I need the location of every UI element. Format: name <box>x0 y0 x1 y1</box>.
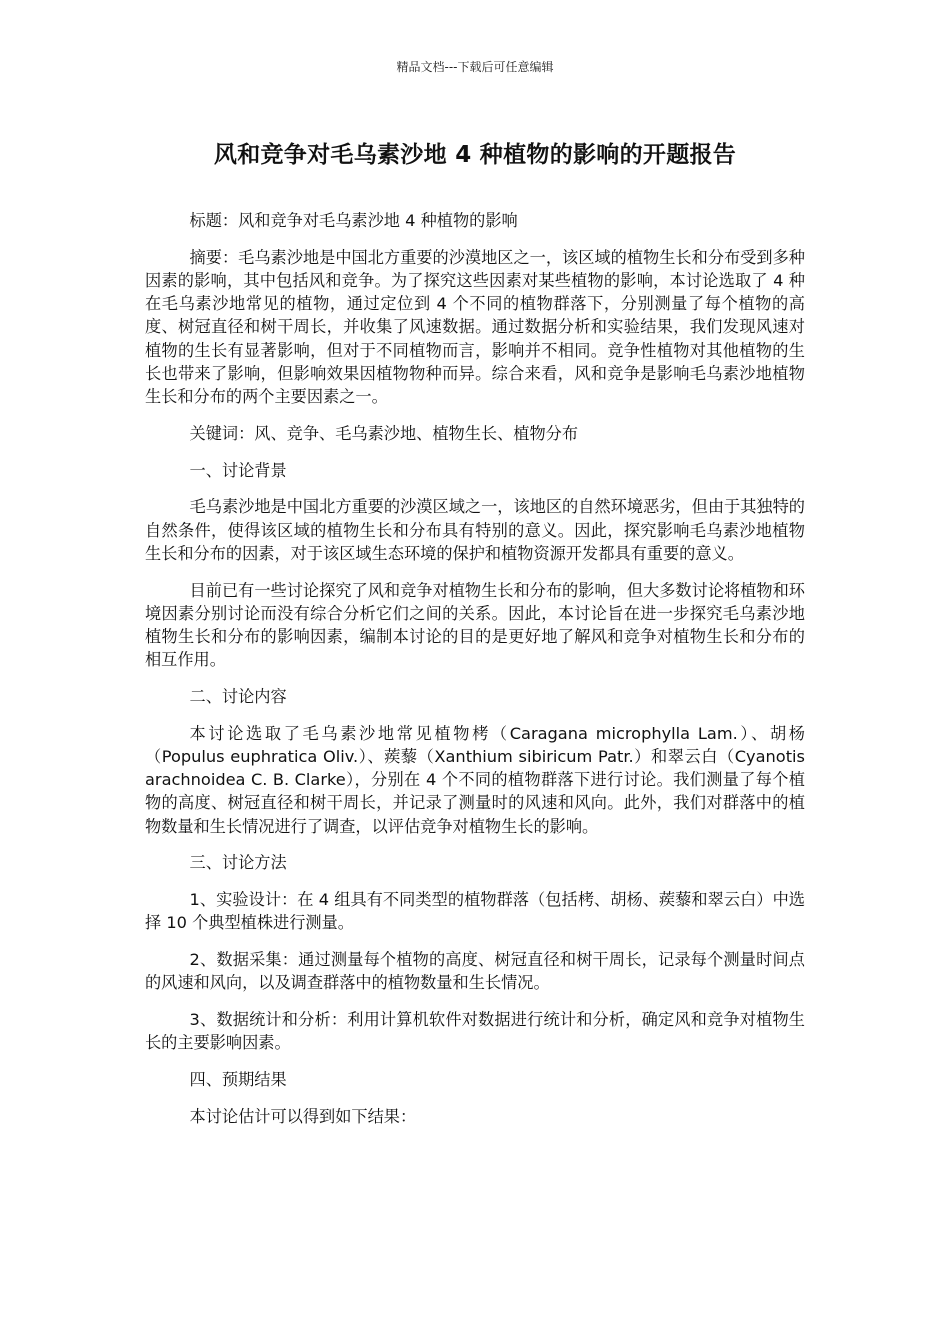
abstract-paragraph: 摘要：毛乌素沙地是中国北方重要的沙漠地区之一，该区域的植物生长和分布受到多种因素的影响，其中包括风和竞争。为了探究这些因素对某些植物的影响，本讨论选取了 4 种在毛乌素沙地常见的植物，通过定位到 4 个不同的植物群落下，分别测量了每个植物的高度、树冠直径和树干周长，并收集了风速数据。通过数据分析和实验结果，我们发现风速对植物的生长有显著影响，但对于不同植物而言，影响并不相同。竞争性植物对其他植物的生长也带来了影响，但影响效果因植物物种而异。综合来看，风和竞争是影响毛乌素沙地植物生长和分布的两个主要因素之一。 <box>145 247 805 407</box>
subject-line: 标题：风和竞争对毛乌素沙地 4 种植物的影响 <box>189 211 518 230</box>
document-body <box>145 209 805 1142</box>
section-heading-background: 一、讨论背景 <box>189 460 287 480</box>
keywords-line: 关键词：风、竞争、毛乌素沙地、植物生长、植物分布 <box>189 423 579 443</box>
document-title: 风和竞争对毛乌素沙地 4 种植物的影响的开题报告 <box>213 142 737 168</box>
header-note: 精品文档---下载后可任意编辑 <box>396 60 554 74</box>
section-heading-methods: 三、讨论方法 <box>189 853 287 873</box>
method-item-1: 1、实验设计：在 4 组具有不同类型的植物群落（包括栲、胡杨、蒺藜和翠云白）中选择 10 个典型植株进行测量。 <box>145 890 805 933</box>
expected-results-intro: 本讨论估计可以得到如下结果： <box>189 1107 417 1127</box>
method-item-3: 3、数据统计和分析：利用计算机软件对数据进行统计和分析，确定风和竞争对植物生长的主要影响因素。 <box>145 1010 805 1053</box>
background-paragraph-1: 毛乌素沙地是中国北方重要的沙漠区域之一，该地区的自然环境恶劣，但由于其独特的自然条件，使得该区域的植物生长和分布具有特别的意义。因此，探究影响毛乌素沙地植物生长和分布的因素，对于该区域生态环境的保护和植物资源开发都具有重要的意义。 <box>145 497 805 563</box>
section-heading-content: 二、讨论内容 <box>189 687 287 707</box>
method-item-2: 2、数据采集：通过测量每个植物的高度、树冠直径和树干周长，记录每个测量时间点的风速和风向，以及调查群落中的植物数量和生长情况。 <box>145 950 805 993</box>
background-paragraph-2: 目前已有一些讨论探究了风和竞争对植物生长和分布的影响，但大多数讨论将植物和环境因素分别讨论而没有综合分析它们之间的关系。因此，本讨论旨在进一步探究毛乌素沙地植物生长和分布的影响因素，编制本讨论的目的是更好地了解风和竞争对植物生长和分布的相互作用。 <box>145 580 805 670</box>
section-heading-expected-results: 四、预期结果 <box>189 1070 287 1090</box>
content-paragraph: 本讨论选取了毛乌素沙地常见植物栲（Caragana microphylla Lam.）、胡杨（Populus euphratica Oliv.）、蒺藜（Xanthium sibiricum Patr.）和翠云白（Cyanotis arachnoidea C. B. Clarke），分别在 4 个不同的植物群落下进行讨论。我们测量了每个植物的高度、树冠直径和树干周长，并记录了测量时的风速和风向。此外，我们对群落中的植物数量和生长情况进行了调查，以评估竞争对植物生长的影响。 <box>145 723 805 836</box>
